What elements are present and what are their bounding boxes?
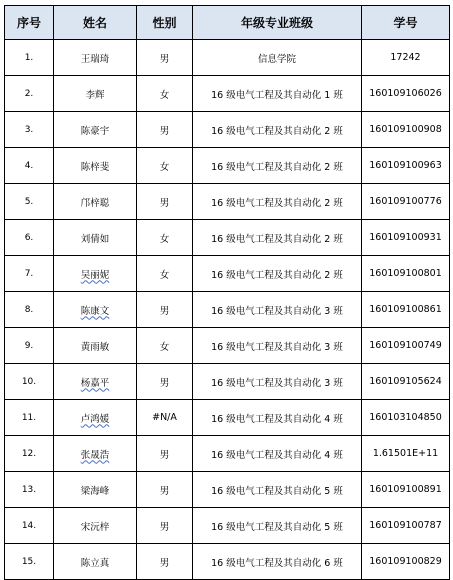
cell-name[interactable] — [54, 220, 137, 256]
table-row — [5, 544, 450, 580]
table-row — [5, 328, 450, 364]
name-text: 杨嘉平 — [80, 377, 110, 389]
table-row — [5, 364, 450, 400]
cell-name[interactable] — [54, 112, 137, 148]
table-row — [5, 40, 450, 76]
name-text: 卢鸿媛 — [80, 413, 110, 425]
cell-id[interactable]: 160109100963 — [362, 148, 450, 184]
table-row — [5, 292, 450, 328]
table-row — [5, 220, 450, 256]
cell-no[interactable]: 3. — [5, 112, 54, 148]
cell-no[interactable]: 13. — [5, 472, 54, 508]
name-text: 宋沅梓 — [80, 521, 110, 533]
cell-sex[interactable]: #N/A — [137, 400, 193, 436]
cell-sex[interactable]: 男 — [137, 508, 193, 544]
student-roster-table — [4, 5, 450, 580]
cell-name[interactable] — [54, 184, 137, 220]
cell-name[interactable] — [54, 256, 137, 292]
cell-class[interactable]: 16 级电气工程及其自动化 5 班 — [193, 508, 362, 544]
cell-sex[interactable]: 男 — [137, 112, 193, 148]
cell-id[interactable]: 160109100787 — [362, 508, 450, 544]
name-text: 陈立真 — [80, 557, 110, 569]
name-text: 黄雨敏 — [80, 341, 110, 353]
cell-no[interactable]: 14. — [5, 508, 54, 544]
name-text: 李辉 — [85, 89, 105, 101]
cell-class[interactable]: 16 级电气工程及其自动化 2 班 — [193, 148, 362, 184]
cell-class[interactable]: 16 级电气工程及其自动化 4 班 — [193, 400, 362, 436]
cell-sex[interactable]: 男 — [137, 292, 193, 328]
header-id: 学号 — [362, 6, 450, 40]
header-name: 姓名 — [54, 6, 137, 40]
cell-name[interactable] — [54, 292, 137, 328]
cell-id[interactable]: 160109105624 — [362, 364, 450, 400]
document-page — [4, 5, 449, 580]
cell-no[interactable]: 9. — [5, 328, 54, 364]
table-row — [5, 184, 450, 220]
header-sex: 性别 — [137, 6, 193, 40]
table-header-row — [5, 6, 450, 40]
cell-sex[interactable]: 女 — [137, 220, 193, 256]
cell-id[interactable]: 1.61501E+11 — [362, 436, 450, 472]
table-row — [5, 76, 450, 112]
table-row — [5, 400, 450, 436]
cell-class[interactable]: 16 级电气工程及其自动化 2 班 — [193, 220, 362, 256]
cell-id[interactable]: 160109100776 — [362, 184, 450, 220]
table-row — [5, 508, 450, 544]
cell-id[interactable]: 160109100829 — [362, 544, 450, 580]
cell-no[interactable]: 8. — [5, 292, 54, 328]
cell-sex[interactable]: 男 — [137, 436, 193, 472]
header-no: 序号 — [5, 6, 54, 40]
name-text: 梁海峰 — [80, 485, 110, 497]
cell-class[interactable]: 16 级电气工程及其自动化 1 班 — [193, 76, 362, 112]
cell-no[interactable]: 5. — [5, 184, 54, 220]
cell-sex[interactable]: 女 — [137, 328, 193, 364]
cell-class[interactable]: 16 级电气工程及其自动化 5 班 — [193, 472, 362, 508]
cell-no[interactable]: 10. — [5, 364, 54, 400]
cell-class[interactable]: 16 级电气工程及其自动化 4 班 — [193, 436, 362, 472]
cell-name[interactable] — [54, 472, 137, 508]
table-body — [5, 40, 450, 580]
cell-sex[interactable]: 男 — [137, 472, 193, 508]
name-text: 陈康文 — [80, 305, 110, 317]
cell-sex[interactable]: 女 — [137, 256, 193, 292]
cell-no[interactable]: 1. — [5, 40, 54, 76]
cell-class[interactable]: 16 级电气工程及其自动化 2 班 — [193, 184, 362, 220]
cell-sex[interactable]: 男 — [137, 184, 193, 220]
name-text: 吴丽妮 — [80, 269, 110, 281]
cell-class[interactable]: 16 级电气工程及其自动化 2 班 — [193, 256, 362, 292]
table-row — [5, 148, 450, 184]
table-row — [5, 436, 450, 472]
name-text: 刘倩如 — [80, 233, 110, 245]
cell-name[interactable] — [54, 364, 137, 400]
cell-sex[interactable]: 男 — [137, 40, 193, 76]
cell-id[interactable]: 160109100749 — [362, 328, 450, 364]
cell-name[interactable] — [54, 76, 137, 112]
cell-sex[interactable]: 男 — [137, 364, 193, 400]
cell-class[interactable]: 16 级电气工程及其自动化 6 班 — [193, 544, 362, 580]
cell-no[interactable]: 4. — [5, 148, 54, 184]
cell-id[interactable]: 160103104850 — [362, 400, 450, 436]
table-row — [5, 472, 450, 508]
cell-no[interactable]: 2. — [5, 76, 54, 112]
cell-sex[interactable]: 女 — [137, 148, 193, 184]
cell-no[interactable]: 11. — [5, 400, 54, 436]
cell-id[interactable]: 160109100908 — [362, 112, 450, 148]
cell-id[interactable]: 160109100861 — [362, 292, 450, 328]
cell-sex[interactable]: 女 — [137, 76, 193, 112]
cell-name[interactable] — [54, 544, 137, 580]
table-row — [5, 256, 450, 292]
cell-class[interactable]: 16 级电气工程及其自动化 3 班 — [193, 292, 362, 328]
cell-class[interactable]: 16 级电气工程及其自动化 3 班 — [193, 364, 362, 400]
name-text: 陈梓斐 — [80, 161, 110, 173]
header-class: 年级专业班级 — [193, 6, 362, 40]
cell-id[interactable]: 160109100891 — [362, 472, 450, 508]
cell-no[interactable]: 7. — [5, 256, 54, 292]
cell-name[interactable] — [54, 436, 137, 472]
cell-no[interactable]: 15. — [5, 544, 54, 580]
cell-no[interactable]: 6. — [5, 220, 54, 256]
cell-class[interactable]: 16 级电气工程及其自动化 2 班 — [193, 112, 362, 148]
cell-name[interactable] — [54, 508, 137, 544]
name-text: 陈豪宇 — [80, 125, 110, 137]
cell-id[interactable]: 160109100801 — [362, 256, 450, 292]
cell-id[interactable]: 160109100931 — [362, 220, 450, 256]
table-row — [5, 112, 450, 148]
cell-class[interactable]: 16 级电气工程及其自动化 3 班 — [193, 328, 362, 364]
cell-id[interactable]: 160109106026 — [362, 76, 450, 112]
cell-name[interactable] — [54, 148, 137, 184]
cell-name[interactable] — [54, 400, 137, 436]
name-text: 邝梓聪 — [80, 197, 110, 209]
cell-name[interactable] — [54, 40, 137, 76]
cell-sex[interactable]: 男 — [137, 544, 193, 580]
name-text: 张晟浩 — [80, 449, 110, 461]
cell-name[interactable] — [54, 328, 137, 364]
cell-id[interactable]: 17242 — [362, 40, 450, 76]
cell-no[interactable]: 12. — [5, 436, 54, 472]
name-text: 王瑞琦 — [80, 53, 110, 65]
cell-class[interactable]: 信息学院 — [193, 40, 362, 76]
